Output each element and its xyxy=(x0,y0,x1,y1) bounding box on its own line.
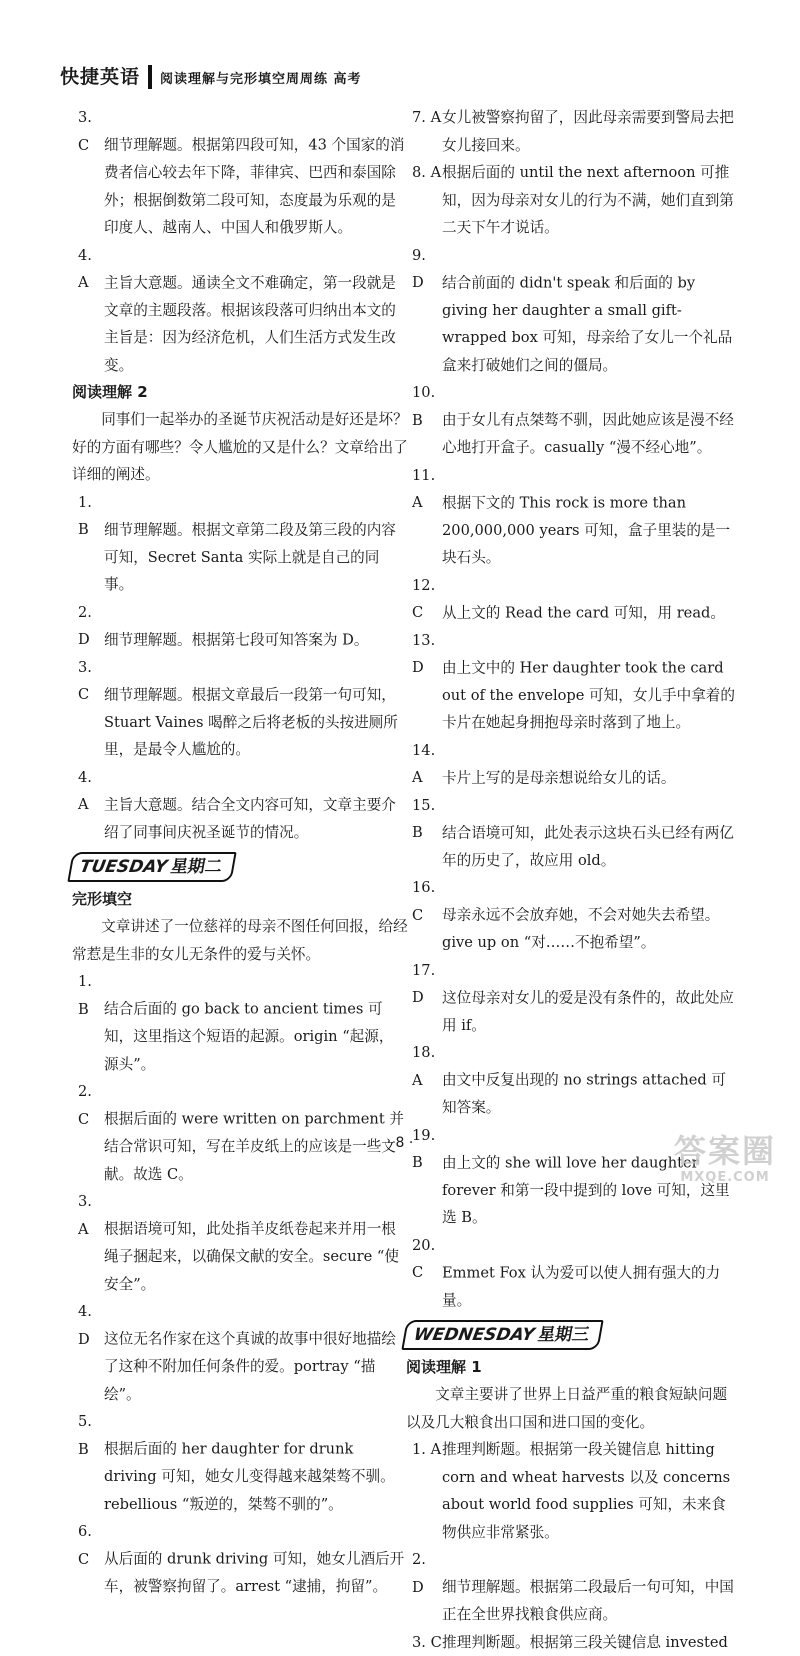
answer-item xyxy=(78,1518,408,1601)
section-title-cloze: 完形填空 xyxy=(72,886,408,913)
answer-item xyxy=(412,1436,738,1546)
answer-explanation: 推理判断题。根据第三段关键信息 invested xyxy=(442,1634,728,1651)
answer-item xyxy=(78,242,408,380)
answer-item xyxy=(412,1232,738,1315)
answer-number: 3. C xyxy=(78,654,104,709)
answer-number: 14. A xyxy=(412,737,442,792)
section-title-reading-1: 阅读理解 1 xyxy=(406,1354,738,1381)
answer-number: 2. D xyxy=(412,1546,442,1601)
answer-item xyxy=(78,968,408,1078)
site-watermark xyxy=(660,1132,790,1194)
answer-item xyxy=(78,764,408,847)
answer-number: 9. D xyxy=(412,242,442,297)
answer-explanation: 根据后面的 her daughter for drunk driving 可知，她女儿变得越来越桀骜不驯。rebellious “叛逆的，桀骜不驯的”。 xyxy=(104,1441,395,1513)
section-title-reading-2: 阅读理解 2 xyxy=(72,379,408,406)
answer-number: 2. C xyxy=(78,1078,104,1133)
answer-explanation: 主旨大意题。通读全文不难确定，第一段就是文章的主题段落。根据该段落可归纳出本文的主旨是：因为经济危机，人们生活方式发生改变。 xyxy=(104,274,396,374)
answer-item xyxy=(412,159,738,242)
answer-explanation: 女儿被警察拘留了，因此母亲需要到警局去把女儿接回来。 xyxy=(442,109,734,154)
answer-item xyxy=(412,104,738,159)
answer-number: 16. C xyxy=(412,874,442,929)
day-label-en: TUESDAY xyxy=(78,855,169,879)
page-header xyxy=(60,62,760,92)
answer-item xyxy=(78,1188,408,1298)
answer-item xyxy=(412,792,738,875)
answer-number: 1. B xyxy=(78,489,104,544)
answer-explanation: 从上文的 Read the card 可知，用 read。 xyxy=(442,604,725,621)
answer-explanation: 推理判断题。根据第一段关键信息 hitting corn and wheat harvests 以及 concerns about world food supplies 可知，未来食物供应非常紧张。 xyxy=(442,1441,730,1541)
answer-item xyxy=(412,874,738,957)
answer-number: 17. D xyxy=(412,957,442,1012)
day-label-cn: 星期三 xyxy=(536,1323,591,1347)
answer-number: 1. A xyxy=(412,1436,442,1464)
answer-list xyxy=(412,1436,738,1656)
answer-item xyxy=(78,489,408,599)
answer-number: 3. A xyxy=(78,1188,104,1243)
answer-number: 2. D xyxy=(78,599,104,654)
answer-number: 3. C xyxy=(78,104,104,159)
answer-item xyxy=(78,1078,408,1188)
watermark-url: MXQE.COM xyxy=(660,1170,790,1185)
answer-item xyxy=(78,654,408,764)
answer-number: 4. D xyxy=(78,1298,104,1353)
answer-number: 13. D xyxy=(412,627,442,682)
answer-item xyxy=(412,1039,738,1122)
day-banner-wednesday xyxy=(401,1320,603,1350)
answer-number: 12. C xyxy=(412,572,442,627)
answer-explanation: 卡片上写的是母亲想说给女儿的话。 xyxy=(442,769,676,786)
section-intro: 文章主要讲了世界上日益严重的粮食短缺问题以及几大粮食出口国和进口国的变化。 xyxy=(406,1381,738,1436)
answer-item xyxy=(412,242,738,380)
answer-item xyxy=(412,627,738,737)
answer-explanation: 母亲永远不会放弃她，不会对她失去希望。give up on “对……不抱希望”。 xyxy=(442,907,719,952)
watermark-logo: 答案圈 xyxy=(660,1132,790,1170)
answer-number: 4. A xyxy=(78,764,104,819)
book-brand: 快捷英语 xyxy=(60,65,152,89)
answer-item xyxy=(412,957,738,1040)
answer-item xyxy=(78,599,408,654)
section-intro: 同事们一起举办的圣诞节庆祝活动是好还是坏？好的方面有哪些？令人尴尬的又是什么？文章给出了详细的阐述。 xyxy=(72,406,408,489)
answer-explanation: 主旨大意题。结合全文内容可知，文章主要介绍了同事间庆祝圣诞节的情况。 xyxy=(104,796,396,841)
answer-explanation: 由上文的 she will love her daughter forever 和第一段中提到的 love 可知，这里选 B。 xyxy=(442,1154,730,1226)
answer-number: 18. A xyxy=(412,1039,442,1094)
answer-explanation: 由上文中的 Her daughter took the card out of the envelope 可知，女儿手中拿着的卡片在她起身拥抱母亲时落到了地上。 xyxy=(442,659,735,731)
answer-explanation: 结合前面的 didn't speak 和后面的 by giving her daughter a small gift-wrapped box 可知，母亲给了女儿一个礼品盒来打破她们之间的僵局。 xyxy=(442,274,732,374)
answer-item xyxy=(412,462,738,572)
answer-explanation: 根据后面的 until the next afternoon 可推知，因为母亲对女儿的行为不满，她们直到第二天下午才说话。 xyxy=(442,164,734,236)
answer-item xyxy=(412,737,738,792)
answer-explanation: 这位无名作家在这个真诚的故事中很好地描绘了这种不附加任何条件的爱。portray “描绘”。 xyxy=(104,1331,396,1403)
answer-item xyxy=(412,1546,738,1629)
answer-number: 8. A xyxy=(412,159,442,187)
answer-explanation: 从后面的 drunk driving 可知，她女儿酒后开车，被警察拘留了。arrest “逮捕，拘留”。 xyxy=(104,1551,404,1596)
answer-explanation: 根据后面的 were written on parchment 并结合常识可知，写在羊皮纸上的应该是一些文献。故选 C。 xyxy=(104,1111,404,1183)
left-column xyxy=(78,104,408,1601)
answer-item xyxy=(78,104,408,242)
answer-explanation: 细节理解题。根据第七段可知答案为 D。 xyxy=(104,631,368,648)
answer-number: 7. A xyxy=(412,104,442,132)
right-column xyxy=(412,104,738,1656)
answer-list xyxy=(78,489,408,847)
answer-item xyxy=(78,1408,408,1518)
answer-explanation: 根据下文的 This rock is more than 200,000,000 years 可知，盒子里装的是一块石头。 xyxy=(442,494,730,566)
answer-number: 6. C xyxy=(78,1518,104,1573)
answer-number: 4. A xyxy=(78,242,104,297)
answer-number: 19. B xyxy=(412,1122,442,1177)
section-intro: 文章讲述了一位慈祥的母亲不图任何回报，给经常惹是生非的女儿无条件的爱与关怀。 xyxy=(72,913,408,968)
page-number: · 8 · xyxy=(0,1135,800,1151)
answer-explanation: 细节理解题。根据文章第二段及第三段的内容可知，Secret Santa 实际上就是自己的同事。 xyxy=(104,521,396,593)
answer-list xyxy=(78,104,408,379)
answer-item xyxy=(412,379,738,462)
answer-explanation: Emmet Fox 认为爱可以使人拥有强大的力量。 xyxy=(442,1264,720,1309)
book-subtitle: 阅读理解与完形填空周周练 高考 xyxy=(160,68,362,87)
answer-number: 5. B xyxy=(78,1408,104,1463)
answer-explanation: 细节理解题。根据第四段可知，43 个国家的消费者信心较去年下降，菲律宾、巴西和泰国除外；根据倒数第二段可知，态度最为乐观的是印度人、越南人、中国人和俄罗斯人。 xyxy=(104,137,405,237)
answer-item xyxy=(412,1629,738,1656)
day-label-en: WEDNESDAY xyxy=(412,1323,536,1347)
answer-number: 10. B xyxy=(412,379,442,434)
answer-explanation: 结合语境可知，此处表示这块石头已经有两亿年的历史了，故应用 old。 xyxy=(442,824,734,869)
day-label-cn: 星期二 xyxy=(169,855,224,879)
answer-explanation: 细节理解题。根据文章最后一段第一句可知，Stuart Vaines 喝醉之后将老板的头按进厕所里，是最令人尴尬的。 xyxy=(104,686,398,758)
answer-explanation: 由于女儿有点桀骜不驯，因此她应该是漫不经心地打开盒子。casually “漫不经心地”。 xyxy=(442,412,734,457)
answer-number: 20. C xyxy=(412,1232,442,1287)
day-banner-tuesday xyxy=(67,852,236,882)
answer-number: 3. C xyxy=(412,1629,442,1656)
answer-number: 15. B xyxy=(412,792,442,847)
answer-explanation: 由文中反复出现的 no strings attached 可知答案。 xyxy=(442,1072,726,1117)
answer-explanation: 细节理解题。根据第二段最后一句可知，中国正在全世界找粮食供应商。 xyxy=(442,1579,734,1624)
answer-explanation: 这位母亲对女儿的爱是没有条件的，故此处应用 if。 xyxy=(442,989,734,1034)
answer-item xyxy=(78,1298,408,1408)
answer-number: 1. B xyxy=(78,968,104,1023)
answer-explanation: 根据语境可知，此处指羊皮纸卷起来并用一根绳子捆起来，以确保文献的安全。secure “使安全”。 xyxy=(104,1221,399,1293)
answer-list xyxy=(78,968,408,1601)
answer-item xyxy=(412,572,738,627)
answer-explanation: 结合后面的 go back to ancient times 可知，这里指这个短语的起源。origin “起源，源头”。 xyxy=(104,1001,393,1073)
answer-number: 11. A xyxy=(412,462,442,517)
